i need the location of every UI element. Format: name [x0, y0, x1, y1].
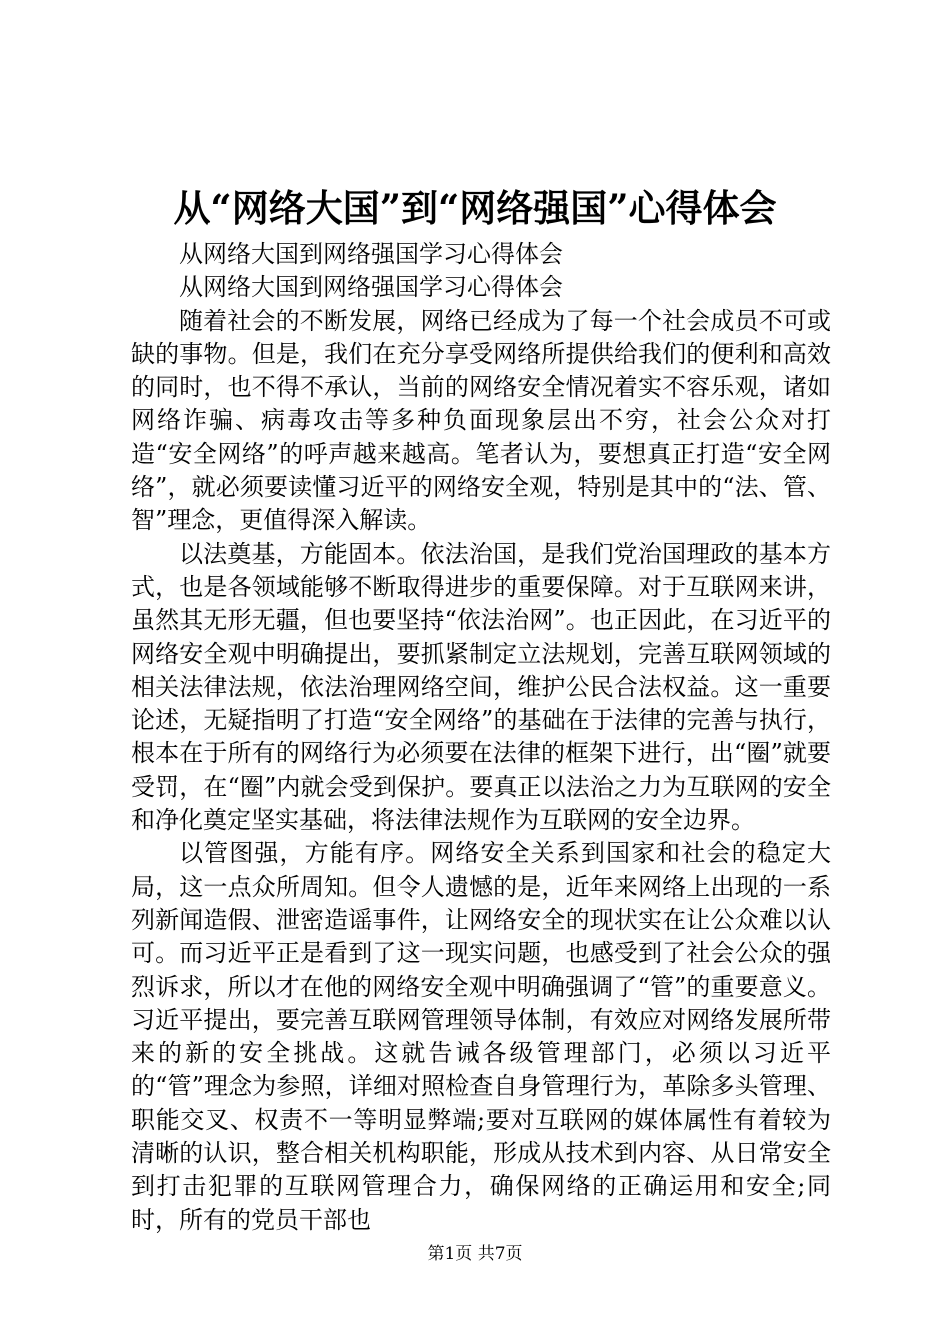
body-paragraph: 随着社会的不断发展，网络已经成为了每一个社会成员不可或缺的事物。但是，我们在充分享受网络所提供给我们的便利和高效的同时，也不得不承认，当前的网络安全情况着实不容乐观，诸如网络诈骗、病毒攻击等多种负面现象层出不穷，社会公众对打造“安全网络”的呼声越来越高。笔者认为，要想真正打造“安全网络”，就必须要读懂习近平的网络安全观，特别是其中的“法、管、智”理念，更值得深入解读。 — [131, 306, 831, 535]
document-body — [131, 238, 831, 1237]
subheading: 从网络大国到网络强国学习心得体会 — [179, 273, 563, 302]
page-number-footer: 第1页 共7页 — [427, 1244, 523, 1264]
body-paragraph: 以法奠基，方能固本。依法治国，是我们党治国理政的基本方式，也是各领域能够不断取得进步的重要保障。对于互联网来讲，虽然其无形无疆，但也要坚持“依法治网”。也正因此，在习近平的网络安全观中明确提出，要抓紧制定立法规划，完善互联网领域的相关法律法规，依法治理网络空间，维护公民合法权益。这一重要论述，无疑指明了打造“安全网络”的基础在于法律的完善与执行，根本在于所有的网络行为必须要在法律的框架下进行，出“圈”就要受罚，在“圈”内就会受到保护。要真正以法治之力为互联网的安全和净化奠定坚实基础，将法律法规作为互联网的安全边界。 — [131, 539, 831, 835]
document-title: 从“网络大国”到“网络强国”心得体会 — [173, 186, 777, 230]
subheading: 从网络大国到网络强国学习心得体会 — [179, 240, 563, 268]
body-paragraph: 以管图强，方能有序。网络安全关系到国家和社会的稳定大局，这一点众所周知。但令人遗憾的是，近年来网络上出现的一系列新闻造假、泄密造谣事件，让网络安全的现状实在让公众难以认可。而习近平正是看到了这一现实问题，也感受到了社会公众的强烈诉求，所以才在他的网络安全观中明确强调了“管”的重要意义。习近平提出，要完善互联网管理领导体制，有效应对网络发展所带来的新的安全挑战。这就告诫各级管理部门，必须以习近平的“管”理念为参照，详细对照检查自身管理行为，革除多头管理、职能交叉、权责不一等明显弊端;要对互联网的媒体属性有着较为清晰的认识，整合相关机构职能，形成从技术到内容、从日常安全到打击犯罪的互联网管理合力，确保网络的正确运用和安全;同时，所有的党员干部也 — [131, 839, 831, 1234]
